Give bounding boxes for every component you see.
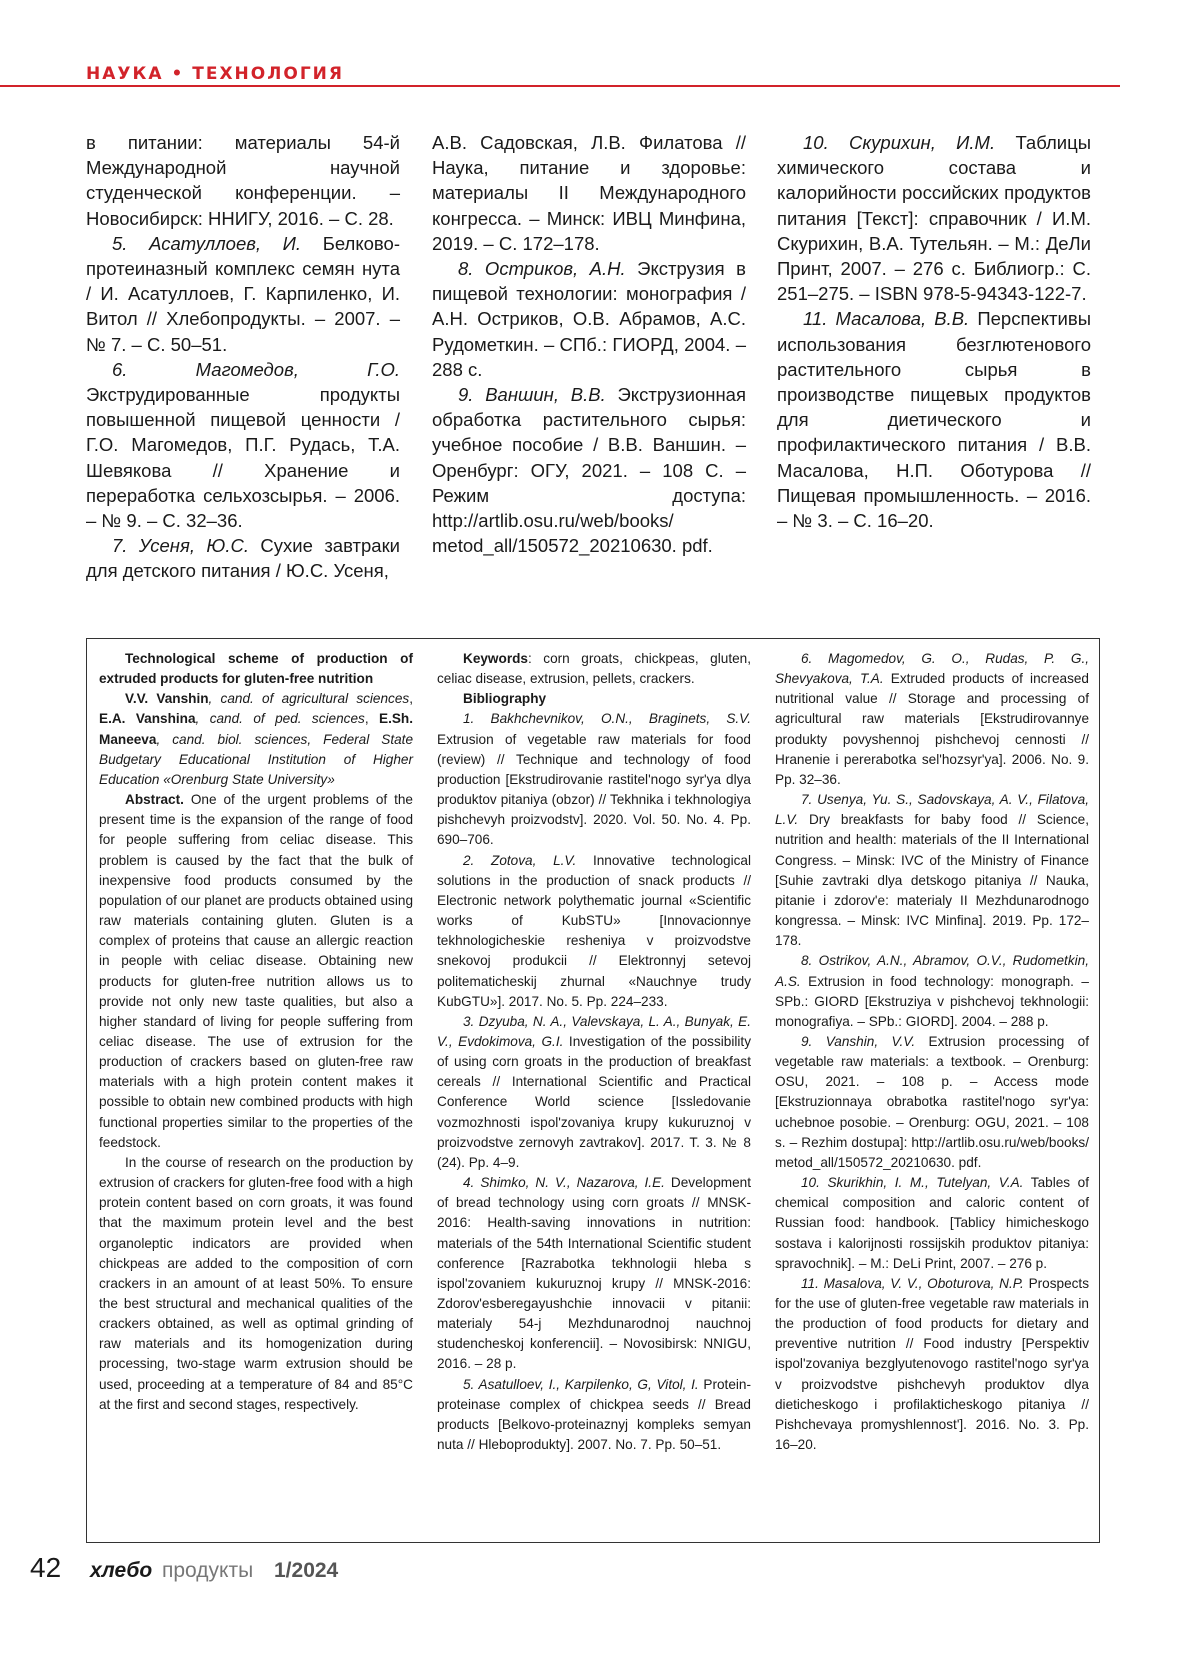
magazine-name-bold: хлебо xyxy=(90,1559,153,1582)
header-rule xyxy=(0,85,1120,87)
author-1-degree: , cand. of agricultural sciences xyxy=(208,691,410,707)
en-keywords xyxy=(437,649,751,689)
en-ref-7-author: 7. Usenya, Yu. S., Sadovskaya, A. V., Filatova, L.V. xyxy=(775,792,1089,828)
ru-ref-5-text: Белково-протеиназный комплекс семян нута / И. Асатуллоев, Г. Карпиленко, И. Витол // Хлебопродукты. – 2007. – № 7. – С. 50–51. xyxy=(86,232,400,355)
author-affiliation: , Federal State Budgetary Educational Institution of Higher Education «Orenburg State University» xyxy=(99,731,414,787)
magazine-name-light: продукты xyxy=(162,1559,254,1582)
en-ref-7-text: Dry breakfasts for baby food // Science, nutrition and health: materials of the II International Congress. – Minsk: IVC of the Ministry of Finance [Suhie zavtraki dlya detskogo pitaniya // Nauka, pitanie i zdorov'e: materialy II Mezhdunarodnogo kongressa. – Minsk: IVC Minfina]. 2019. Pp. 172–178. xyxy=(775,812,1089,949)
author-1-name: V.V. Vanshin xyxy=(125,691,209,707)
author-3-degree: , cand. biol. sciences xyxy=(156,731,308,747)
abstract-label: Abstract. xyxy=(125,792,184,808)
issue-number: 1/2024 xyxy=(274,1559,339,1582)
ru-ref-11-author: 11. Масалова, В.В. xyxy=(803,308,970,330)
en-article-title xyxy=(99,649,413,689)
en-ref-1-author: 1. Bakhchevnikov, O.N., Braginets, S.V. xyxy=(463,711,751,727)
en-ref-2-text: Innovative technological solutions in the production of snack products // Electronic network polythematic journal «Scientific works of KubSTU» [Innovacionnye tekhnologicheskie resheniya v proizvodstve snekovoj produkcii // Elektronnyj setevoj politematicheskij zhurnal «Nauchnye trudy KubGTU»]. 2017. No. 5. Pp. 224–233. xyxy=(437,852,751,1009)
en-ref-3-author: 3. Dzyuba, N. A., Valevskaya, L. A., Bunyak, E. V., Evdokimova, G.I. xyxy=(437,1013,751,1049)
page-number: 42 xyxy=(30,1552,62,1583)
en-ref-10 xyxy=(775,1173,1089,1274)
en-abstract-paragraph-2: In the course of research on the production by extrusion of crackers for gluten-free food with a high protein content based on corn groats, it was found that the maximum protein level and the best organoleptic indicators are provided when chickpeas are added to the composition of corn crackers in an amount of at least 50%. To ensure the best structural and mechanical qualities of the crackers obtained, as well as optimal grinding of raw materials and its homogenization during processing, two-stage warm extrusion should be used, proceeding at a temperature of 84 and 85°C at the first and second stages, respectively. xyxy=(99,1154,413,1412)
ru-ref-10-author: 10. Скурихин, И.М. xyxy=(803,132,996,153)
en-ref-3-text: Investigation of the possibility of using corn groats in the production of breakfast cereals // International Scientific and Practical Conference World science [Issledovanie vozmozhnosti ispol'zovaniya krupy kukuruznoj v proizvodstve zernovyh zavtrakov]. 2017. T. 3. № 8 (24). Pp. 4–9. xyxy=(437,1033,751,1170)
ru-ref-7 xyxy=(86,533,400,583)
ru-references-column-2 xyxy=(432,130,746,558)
ru-ref-10-text: Таблицы химического состава и калорийности российских продуктов питания [Текст]: справочник / И.М. Скурихин, В.А. Тутельян. – М.: ДеЛи Принт, 2007. – 276 с. Библиогр.: С. 251–275. – ISBN 978-5-94343-122-7. xyxy=(777,132,1091,305)
en-ref-8-author: 8. Ostrikov, A.N., Abramov, O.V., Rudometkin, A.S. xyxy=(775,953,1089,989)
en-ref-9-author: 9. Vanshin, V.V. xyxy=(801,1033,916,1049)
en-ref-11-text: Prospects for the use of gluten-free vegetable raw materials in the production of food products for dietary and preventive nutrition // Food industry [Perspektiv ispol'zovaniya bezglyutenovogo rastitel'nogo syr'ya v proizvodstve pishchevyh produktov dlya dieticheskogo i profilakticheskogo pitaniya // Pishchevaya promyshlennost']. 2016. No. 3. Pp. 16–20. xyxy=(775,1275,1090,1453)
author-2-degree: , cand. of ped. sciences xyxy=(195,711,365,727)
ru-ref-6-author: 6. Магомедов, Г.О. xyxy=(112,358,400,380)
ru-references-column-1 xyxy=(86,130,400,584)
en-ref-8-text: Extrusion in food technology: monograph. – SPb.: GIORD [Ekstruziya v pishchevoj tekhnologii: monografiya. – SPb.: GIORD]. 2004. – 288 p. xyxy=(775,973,1089,1029)
ru-ref-8-text: Экструзия в пищевой технологии: монография / А.Н. Остриков, О.В. Абрамов, А.С. Рудометкин. – СПб.: ГИОРД, 2004. – 288 с. xyxy=(432,258,746,380)
author-3-name: E.Sh. Maneeva xyxy=(99,711,413,747)
ru-ref-11-text: Перспективы использования безглютенового растительного сырья в производстве пищевых продуктов для диетического и профилактического питания / В.В. Масалова, Н.П. Оботурова // Пищевая промышленность. – 2016. – № 3. – С. 16–20. xyxy=(777,308,1091,532)
en-ref-4-author: 4. Shimko, N. V., Nazarova, I.E. xyxy=(463,1175,665,1191)
en-ref-2-author: 2. Zotova, L.V. xyxy=(463,852,577,868)
ru-ref-6 xyxy=(86,357,400,533)
en-ref-5-author: 5. Asatulloev, I., Karpilenko, G, Vitol, I. xyxy=(463,1376,699,1392)
en-ref-7 xyxy=(775,790,1089,951)
ru-ref-8 xyxy=(432,256,746,382)
bibliography-label: Bibliography xyxy=(463,691,547,707)
en-ref-1-text: Extrusion of vegetable raw materials for food (review) // Technique and technology of food production [Ekstrudirovanie rastitel'nogo syr'ya dlya produktov pitaniya (obzor) // Tekhnika i tekhnologiya pishchevyh proizvodstv]. 2020. Vol. 50. No. 4. Pp. 690–706. xyxy=(437,731,751,848)
ru-references-column-3 xyxy=(777,130,1091,533)
en-abstract-paragraph-1 xyxy=(99,790,413,1153)
ru-ref-8-author: 8. Остриков, А.Н. xyxy=(458,258,626,280)
ru-ref-9 xyxy=(432,382,746,558)
abstract-text-1: One of the urgent problems of the present time is the expansion of the range of food for people suffering from celiac disease. This problem is caused by the fact that the bulk of inexpensive food products consumed by the population of our planet are products obtained using raw materials containing gluten. Gluten is a complex of proteins that cause an allergic reaction in people with celiac disease. Obtaining new products for gluten-free nutrition allows us to provide not only new taste qualities, but also a higher standard of living for people suffering from celiac disease. The use of extrusion for the production of crackers based on gluten-free raw materials with a high protein content makes it possible to obtain new combined products with high functional properties similar to the properties of the feedstock. xyxy=(99,792,413,1150)
ru-ref-10 xyxy=(777,130,1091,306)
ru-ref-9-author: 9. Ваншин, В.В. xyxy=(458,384,606,406)
ru-ref-6-text: Экструдированные продукты повышенной пищевой ценности / Г.О. Магомедов, П.Г. Рудась, Т.А. Шевякова // Хранение и переработка сельхозсырья. – 2006. – № 9. – С. 32–36. xyxy=(86,384,400,532)
en-abstract-column-2 xyxy=(437,649,751,1455)
en-ref-1 xyxy=(437,709,751,850)
ru-ref-11 xyxy=(777,306,1091,533)
section-header xyxy=(0,56,1200,86)
en-ref-3 xyxy=(437,1012,751,1173)
ru-ref-5-author: 5. Асатуллоев, И. xyxy=(112,232,302,254)
keywords-text: : corn groats, chickpeas, gluten, celiac disease, extrusion, pellets, crackers. xyxy=(437,651,751,687)
en-ref-6-author: 6. Magomedov, G. O., Rudas, P. G., Shevyakova, T.A. xyxy=(775,651,1089,687)
en-ref-5 xyxy=(437,1375,751,1456)
en-ref-9 xyxy=(775,1032,1089,1173)
en-authors: V.V. Vanshin, cand. of agricultural sciences, E.A. Vanshina, cand. of ped. sciences, E.Sh. Maneeva, cand. biol. sciences, Federal State Budgetary Educational Institution of Higher Education «Orenburg State University» xyxy=(99,691,414,787)
en-ref-9-text: Extrusion processing of vegetable raw materials: a textbook. – Orenburg: OSU, 2021. – 108 p. – Access mode [Ekstruzionnaya obrabotka rastitel'nogo syr'ya: uchebnoe posobie. – Orenburg: OGU, 2021. – 108 s. – Rezhim dostupa]: http://artlib.osu.ru/web/books/ metod_all/150572_20210630. pdf. xyxy=(775,1033,1089,1170)
ru-ref-7-continued: А.В. Садовская, Л.В. Филатова // Наука, питание и здоровье: материалы II Международного конгресса. – Минск: ИВЦ Минфина, 2019. – С. 172–178. xyxy=(432,132,746,254)
en-ref-4 xyxy=(437,1173,751,1375)
en-abstract-column-1 xyxy=(99,649,413,1415)
ru-ref-4-continued: в питании: материалы 54-й Международной научной студенческой конференции. – Новосибирск: ННИГУ, 2016. – С. 28. xyxy=(86,132,400,229)
en-ref-8 xyxy=(775,951,1089,1032)
en-ref-2 xyxy=(437,851,751,1012)
en-ref-10-author: 10. Skurikhin, I. M., Tutelyan, V.A. xyxy=(801,1175,1024,1191)
en-ref-5-text: Protein-proteinase complex of chickpea seeds // Bread products [Belkovo-proteinaznyj kompleks semyan nuta // Hleboprodukty]. 2007. No. 7. Pp. 50–51. xyxy=(437,1376,751,1453)
ru-ref-7-text: Сухие завтраки для детского питания / Ю.С. Усеня, xyxy=(86,535,400,582)
en-ref-6-text: Extruded products of increased nutritional value // Storage and processing of agricultural raw materials [Ekstrudirovannye produkty povyshennoj pishchevoj cennosti // Hranenie i pererabotka sel'hozsyr'ya]. 2006. No. 9. Pp. 32–36. xyxy=(775,671,1089,787)
ru-ref-5 xyxy=(86,231,400,357)
en-bibliography-heading xyxy=(437,689,751,709)
en-ref-6 xyxy=(775,649,1089,790)
en-ref-4-text: Development of bread technology using corn groats // MNSK-2016: Health-saving innovations in nutrition: materials of the 54th International Scientific student conference [Razrabotka tekhnologii hleba s ispol'zovaniem kukuruznoj krupy // MNSK-2016: Zdorov'esberegayushchie innovacii v pitanii: materialy 54-j Mezhdunarodnoj nauchnoj studencheskoj konferencii]. – Novosibirsk: NNIGU, 2016. – 28 p. xyxy=(437,1175,752,1372)
ru-ref-7-author: 7. Усеня, Ю.С. xyxy=(112,535,249,557)
en-ref-10-text: Tables of chemical composition and caloric content of Russian food: handbook. [Tablicy himicheskogo sostava i kalorijnosti rossijskih produktov pitaniya: spravochnik]. – M.: DeLi Print, 2007. – 276 p. xyxy=(775,1175,1089,1271)
en-abstract-column-3 xyxy=(775,649,1089,1455)
section-title: НАУКА • ТЕХНОЛОГИЯ xyxy=(86,64,344,84)
en-ref-11-author: 11. Masalova, V. V., Oboturova, N.P. xyxy=(801,1275,1024,1291)
keywords-label: Keywords xyxy=(463,651,528,666)
ru-ref-9-text: Экструзионная обработка растительного сырья: учебное пособие / В.В. Ваншин. – Оренбург: ОГУ, 2021. – 108 С. – Режим доступа: http://artlib.osu.ru/web/books/ metod_all/150572_20210630. pdf. xyxy=(432,384,746,557)
en-title-text: Technological scheme of production of extruded products for gluten-free nutrition xyxy=(99,651,413,687)
page-footer xyxy=(30,1552,630,1596)
english-abstract-box xyxy=(86,638,1100,1543)
en-ref-11 xyxy=(775,1274,1089,1455)
author-2-name: E.A. Vanshina xyxy=(99,711,196,727)
